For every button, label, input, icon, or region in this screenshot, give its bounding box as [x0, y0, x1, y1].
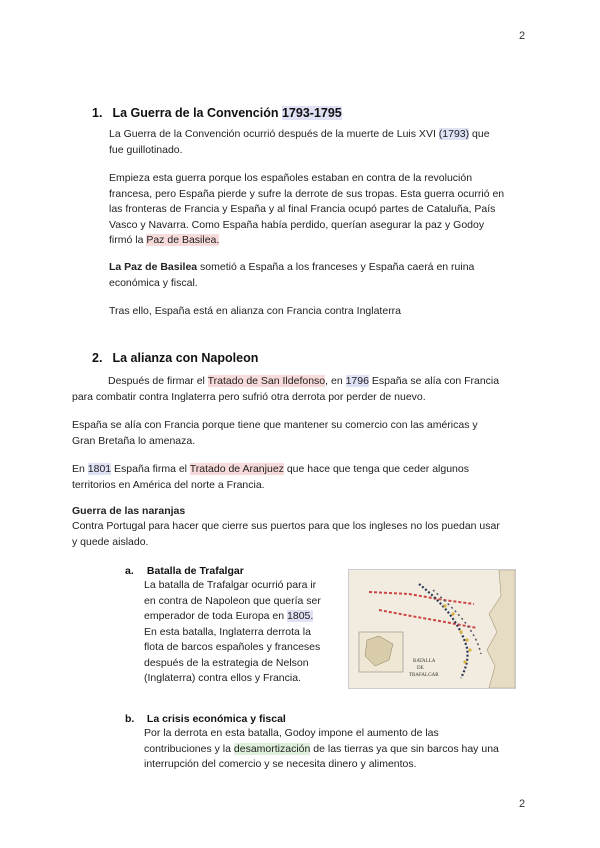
text: En esta batalla, Inglaterra derrota la [144, 625, 311, 638]
highlight-san-ildefonso: Tratado de San Ildefonso [207, 375, 326, 387]
text: firmó la [109, 234, 147, 246]
highlight-desamortizacion: desamortización [233, 742, 311, 755]
page-number-bottom: 2 [519, 798, 526, 810]
page-number-top: 2 [519, 30, 526, 42]
highlight-1796: 1796 [345, 375, 369, 387]
text: , en [325, 375, 346, 387]
battle-map-drawing [349, 570, 515, 688]
text: Después de firmar el [108, 375, 208, 387]
crisis-letter: b. [125, 713, 135, 725]
text: flota de barcos españoles y franceses [144, 641, 321, 653]
text: Por la derrota en esta batalla, Godoy impone el aumento de las [144, 727, 439, 739]
text: que hace que tenga que ceder algunos [283, 463, 469, 475]
section1-heading [92, 106, 342, 120]
trafalgar-letter: a. [125, 565, 134, 577]
trafalgar-title: Batalla de Trafalgar [146, 565, 244, 577]
trafalgar-battle-map-image [348, 569, 516, 689]
highlight-aranjuez: Tratado de Aranjuez [189, 463, 284, 475]
text: económica y fiscal. [109, 276, 198, 289]
naranjas-paragraph [72, 519, 500, 550]
text: sometió a España a los franceses y España caerá en ruina [197, 261, 475, 273]
section1-years: 1793-1795 [281, 106, 342, 120]
text: La Guerra de la Convención ocurrió después de la muerte de Luis XVI [109, 128, 436, 140]
trafalgar-paragraph [144, 578, 321, 687]
trafalgar-heading [125, 565, 244, 577]
text: francesa, pero España pierde y sufre la derrote de sus tropas. Esta guerra ocurrió en [109, 187, 505, 200]
crisis-title: La crisis económica y fiscal [146, 713, 286, 725]
section2-title: La alianza con Napoleon [112, 351, 259, 365]
section1-number: 1. [92, 106, 103, 120]
highlight-1805: 1805. [287, 610, 314, 622]
map-caption-2: DE [417, 666, 424, 671]
text: Vasco y Navarra. Como España había perdido, querían asegurar la paz y Godoy [109, 218, 485, 231]
text: en contra de Napoleon que quería ser [144, 594, 321, 607]
text: después de la estrategia de Nelson [144, 656, 309, 669]
section2-paragraph3 [72, 462, 469, 493]
section1-paragraph4: Tras ello, España está en alianza con Francia contra Inglaterra [109, 305, 402, 317]
section1-title: La Guerra de la Convención [112, 106, 279, 120]
highlight-paz-basilea: Paz de Basilea. [146, 234, 220, 246]
text: que [469, 128, 490, 140]
crisis-heading [125, 713, 286, 725]
section2-paragraph1 [72, 374, 499, 405]
text: territorios en América del norte a Francia. [72, 478, 265, 491]
text: y quede aislado. [72, 535, 149, 548]
map-caption-3: TRAFALGAR [409, 673, 439, 678]
section2-paragraph2 [72, 418, 478, 449]
highlight-1793: (1793) [438, 128, 470, 140]
text: La batalla de Trafalgar ocurrió para ir [144, 579, 317, 591]
text: contribuciones y la [144, 742, 234, 755]
crisis-paragraph [144, 726, 499, 773]
naranjas-title: Guerra de las naranjas [72, 505, 186, 517]
text: Empieza esta guerra porque los españoles estaban en contra de la revolución [109, 172, 473, 184]
text: Contra Portugal para hacer que cierre sus puertos para que los ingleses no los puedan usar [72, 520, 500, 532]
text: En [72, 463, 88, 475]
text: España firma el [111, 463, 190, 475]
text: España se alía con Francia porque tiene que mantener su comercio con las américas y [72, 419, 478, 431]
map-caption-1: BATALLA [413, 659, 436, 664]
bold-paz-basilea: La Paz de Basilea [109, 261, 198, 273]
text: fue guillotinado. [109, 143, 183, 156]
text: interrupción del comercio y se necesita dinero y alimentos. [144, 758, 417, 770]
text: Gran Bretaña lo amenaza. [72, 434, 196, 447]
section1-paragraph1 [109, 127, 490, 158]
section1-paragraph2 [109, 171, 504, 249]
text: para combatir contra Inglaterra pero sufrió otra derrota por perder de nuevo. [72, 390, 426, 403]
text: de las tierras ya que sin barcos hay una [310, 742, 499, 755]
section2-number: 2. [92, 351, 103, 365]
section2-heading [92, 351, 258, 365]
section1-paragraph3 [109, 260, 474, 291]
highlight-1801: 1801 [87, 463, 112, 475]
text: emperador de toda Europa en [144, 610, 288, 622]
text: (Inglaterra) contra ellos y Francia. [144, 672, 301, 684]
text: las fronteras de Francia y España y al final Francia ocupó partes de Cataluña, País [109, 203, 496, 215]
text: España se alía con Francia [368, 375, 500, 387]
